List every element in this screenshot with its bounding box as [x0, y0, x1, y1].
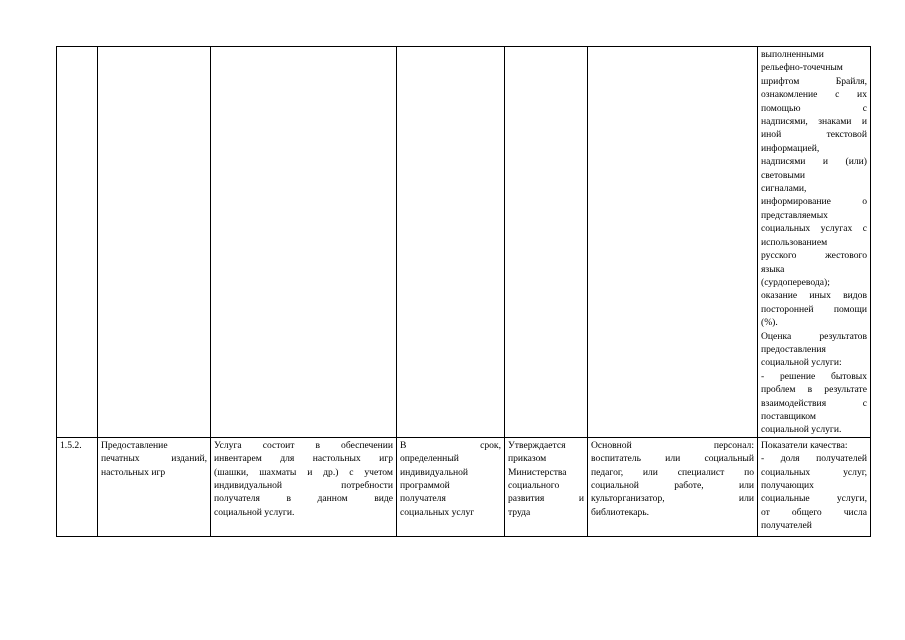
- text-line: - решение бытовых: [761, 370, 867, 382]
- text-line: приказом: [508, 453, 547, 465]
- cell-term: [397, 47, 505, 438]
- text-line: проблем в результате: [761, 384, 867, 396]
- text-line: от общего числа: [761, 506, 867, 518]
- text-line: социальной работе, или: [591, 480, 754, 491]
- cell-term: [397, 437, 505, 536]
- cell-number: [57, 47, 98, 438]
- cell-quality-indicators: [758, 47, 871, 438]
- text-line: шрифтом Брайля,: [761, 75, 867, 87]
- text-line: социальные услуги,: [761, 493, 867, 505]
- text-line: (%).: [761, 317, 778, 329]
- cell-service-name: [98, 437, 211, 536]
- text-line: получателей: [761, 520, 812, 532]
- text-line: световыми: [761, 169, 806, 181]
- text-line: определенный: [400, 453, 459, 465]
- table-row: [57, 437, 871, 536]
- text-line: иной текстовой: [761, 129, 867, 141]
- text-line: языка: [761, 263, 785, 275]
- item-number: 1.5.2.: [60, 439, 82, 451]
- text-line: Оценка результатов: [761, 330, 867, 342]
- text-line: выполненными: [761, 49, 824, 60]
- text-line: социальных услуг: [400, 506, 475, 518]
- text-line: информирование о: [761, 196, 867, 208]
- text-line: получателя: [400, 493, 446, 505]
- text-line: культорганизатор, или: [591, 493, 754, 505]
- text-line: программой: [400, 480, 450, 491]
- cell-description: [211, 47, 397, 438]
- text-line: индивидуальной: [400, 466, 469, 478]
- cell-standard: [505, 47, 588, 438]
- text-line: информацией,: [761, 142, 820, 154]
- services-table: [56, 46, 871, 537]
- text-line: взаимодействия с: [761, 397, 867, 409]
- cell-quality-indicators: [758, 437, 871, 536]
- text-line: рельефно-точечным: [761, 62, 843, 74]
- text-line: представляемых: [761, 209, 828, 221]
- text-line: надписями и (или): [761, 156, 867, 168]
- text-line: социальных услуг,: [761, 466, 867, 478]
- text-line: Министерства: [508, 466, 567, 478]
- text-line: воспитатель или социальный: [591, 453, 754, 465]
- text-line: социальной услуги:: [761, 357, 842, 369]
- text-line: надписями, знаками и: [761, 116, 867, 128]
- text-line: Услуга состоит в обеспечении: [214, 439, 393, 451]
- text-line: Показатели качества:: [761, 439, 848, 451]
- cell-service-name: [98, 47, 211, 438]
- text-line: использованием: [761, 236, 828, 248]
- text-line: (шашки, шахматы и др.) с учетом: [214, 466, 393, 478]
- text-line: В срок,: [400, 439, 501, 451]
- text-line: получающих: [761, 480, 814, 491]
- cell-staff: [588, 47, 758, 438]
- text-line: Основной персонал:: [591, 439, 754, 451]
- text-line: Утверждается: [508, 439, 566, 451]
- cell-standard: [505, 437, 588, 536]
- text-line: социальной услуги.: [214, 506, 295, 518]
- text-line: печатных изданий,: [101, 453, 207, 465]
- cell-staff: [588, 437, 758, 536]
- cell-description: [211, 437, 397, 536]
- text-line: посторонней помощи: [761, 303, 867, 315]
- text-line: развития и: [508, 493, 584, 505]
- text-line: получателя в данном виде: [214, 493, 393, 505]
- text-line: педагог, или специалист по: [591, 466, 754, 478]
- text-line: социальной услуги.: [761, 424, 842, 436]
- text-line: поставщиком: [761, 410, 816, 422]
- text-line: - доля получателей: [761, 453, 867, 465]
- table-row: [57, 47, 871, 438]
- text-line: социального: [508, 480, 560, 491]
- text-line: настольных игр: [101, 466, 166, 478]
- text-line: оказание иных видов: [761, 290, 867, 302]
- cell-number: [57, 437, 98, 536]
- text-line: библиотекарь.: [591, 506, 650, 518]
- text-line: русского жестового: [761, 250, 867, 262]
- text-line: инвентарем для настольных игр: [214, 453, 393, 465]
- text-line: ознакомление с их: [761, 89, 867, 101]
- text-line: индивидуальной потребности: [214, 480, 393, 491]
- text-line: сигналами,: [761, 183, 807, 195]
- text-line: труда: [508, 506, 531, 518]
- text-line: помощью с: [761, 102, 867, 114]
- text-line: Предоставление: [101, 439, 168, 451]
- text-line: (сурдоперевода);: [761, 276, 830, 288]
- text-line: социальных услугах с: [761, 223, 867, 235]
- text-line: предоставления: [761, 343, 826, 355]
